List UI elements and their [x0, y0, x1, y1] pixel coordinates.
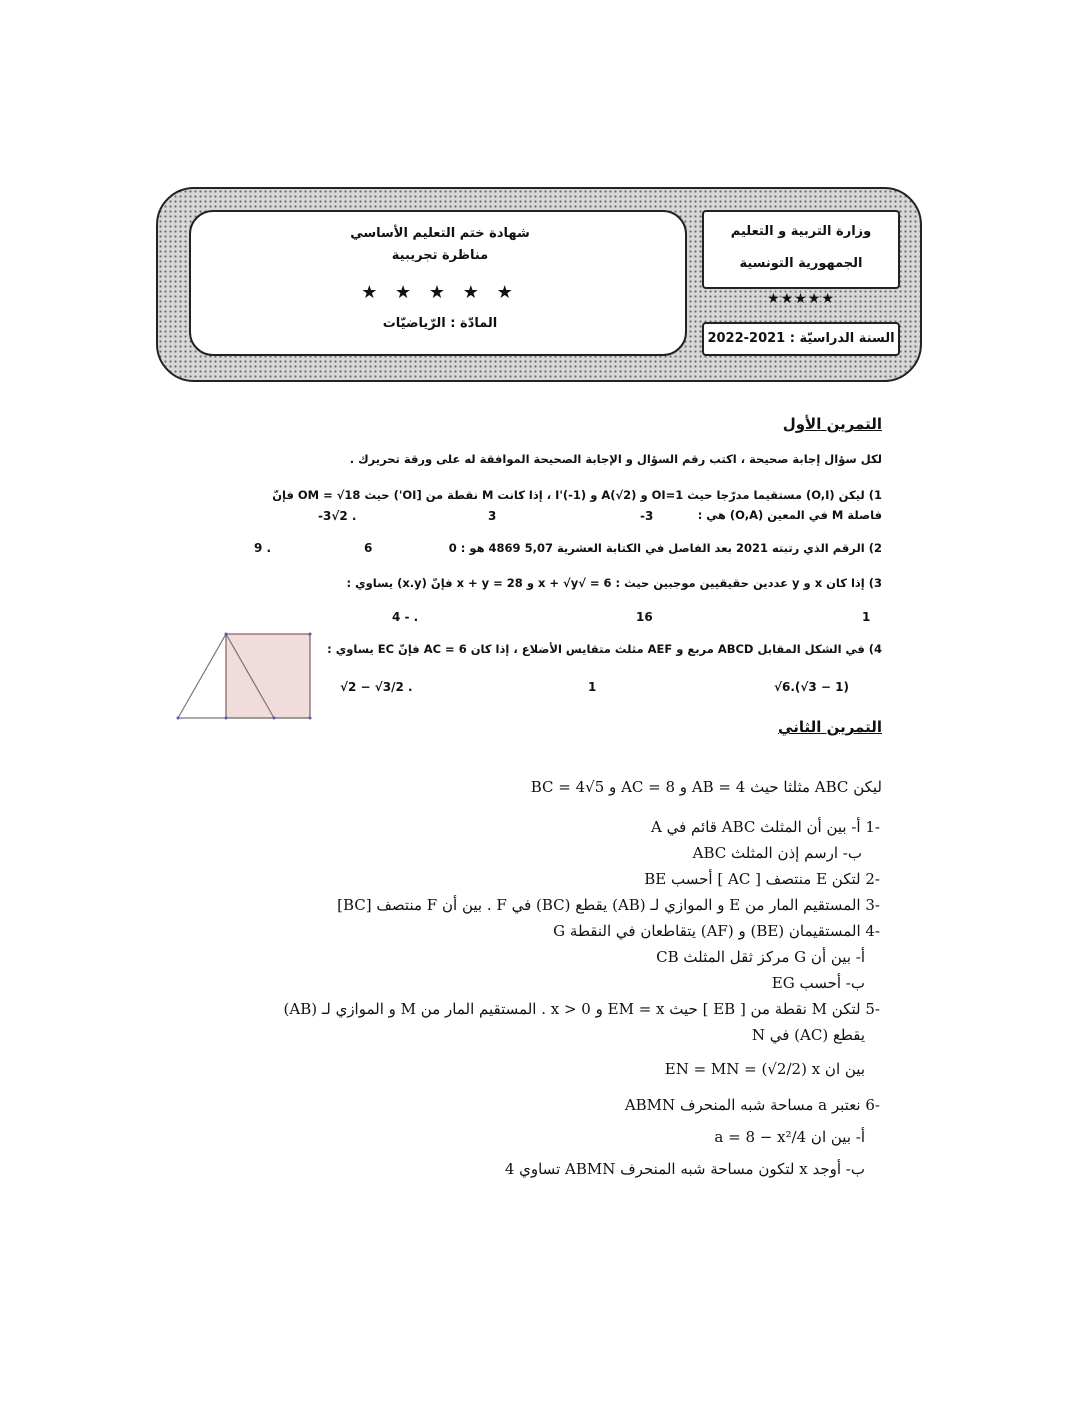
school-year: السنة الدراسيّة : 2021-2022 — [707, 331, 895, 346]
school-year-box — [702, 322, 900, 356]
q2-option-1: 6 — [364, 541, 373, 555]
exam-title: شهادة ختم التعليم الأساسي — [350, 226, 530, 241]
ex2-line-12: أ- بين ان a = 8 − x²/4 — [714, 1128, 865, 1146]
q3-option-1: 1 — [862, 610, 871, 624]
q2-text: 2) الرقم الذي رتبته 2021 بعد الفاصل في الكتابة العشرية 5,07 4869 هو : 0 — [448, 541, 882, 555]
ex2-line-7: ب- أحسب EG — [771, 974, 865, 992]
q1-line2: فاصلة M في المعين (O,A) هي : — [697, 508, 882, 522]
point-e — [177, 717, 180, 720]
point-f — [273, 717, 276, 720]
ex2-line-9: يقطع (AC) في N — [751, 1026, 865, 1044]
point-b — [309, 633, 312, 636]
square-abcd — [226, 634, 310, 718]
q1-option-3: -3√2 . — [318, 509, 357, 523]
exercise2-intro: ليكن ABC مثلثا حيث AB = 4 و AC = 8 و BC = 4√5 — [530, 778, 882, 796]
ex2-line-4: -3 المستقيم المار من E و الموازي لـ (AB) يقطع (BC) في F . بين أن F منتصف [BC] — [337, 896, 880, 914]
stars-decoration: ★ ★ ★ ★ ★ — [361, 282, 519, 303]
square-triangle-figure — [170, 626, 320, 724]
ex2-line-6: أ- بين أن G مركز ثقل المثلث CB — [656, 948, 865, 966]
q1-line1: 1) ليكن (O,I) مستقيما مدرّجا حيث OI=1 و A(√2) و I'(-1) ، إذا كانت M نقطة من [OI') حيث OM = √18 فإنّ — [272, 488, 882, 502]
ex2-line-1: -1 أ- بين أن المثلث ABC قائم في A — [651, 818, 880, 836]
q2-option-2: 9 . — [254, 541, 272, 555]
exam-type: مناظرة تجريبية — [391, 248, 489, 263]
q4-option-2: 1 — [588, 680, 597, 694]
ex2-line-10: بين ان EN = MN = (√2/2) x — [664, 1060, 865, 1078]
point-c — [309, 717, 312, 720]
triangle-side-left — [178, 634, 226, 718]
ex2-line-2: ب- ارسم إذن المثلث ABC — [692, 844, 862, 862]
subject-label: المادّة : الرّياضيّات — [382, 316, 498, 331]
ex2-line-3: -2 لتكن E منتصف [ AC ] أحسب BE — [644, 870, 880, 888]
q3-text: 3) إذا كان x و y عددين حقيقيين موجبين حيث : 6 = √x + √y و x + y = 28 فإنّ (x.y) يساوي : — [346, 576, 882, 590]
ministry-name: وزارة التربية و التعليم — [730, 224, 872, 239]
q4-option-3: √2 − √3/2 . — [340, 680, 413, 694]
ex2-line-11: -6 نعتبر a مساحة شبه المنحرف ABMN — [624, 1096, 880, 1114]
exam-title-box — [189, 210, 687, 356]
q4-option-1: √6.(√3 − 1) — [774, 680, 849, 694]
q3-option-3: 4 - . — [392, 610, 419, 624]
small-stars: ★★★★★ — [767, 291, 835, 307]
q1-option-1: -3 — [640, 509, 654, 523]
ex2-line-5: -4 المستقيمان (BE) و (AF) يتقاطعان في النقطة G — [553, 922, 880, 940]
q4-text: 4) في الشكل المقابل ABCD مربع و AEF مثلث متقايس الأضلاع ، إذا كان AC = 6 فإنّ EC يساوي : — [327, 642, 882, 656]
exercise2-title: التمرين الثاني — [778, 718, 882, 736]
ex2-line-13: ب- أوجد x لتكون مساحة شبه المنحرف ABMN تساوي 4 — [504, 1160, 865, 1178]
q1-option-2: 3 — [488, 509, 497, 523]
ex2-line-8: -5 لتكن M نقطة من [ EB ] حيث EM = x و x > 0 . المستقيم المار من M و الموازي لـ (AB) — [283, 1000, 880, 1018]
point-a — [225, 633, 228, 636]
point-d — [225, 717, 228, 720]
exercise1-instruction: لكل سؤال إجابة صحيحة ، اكتب رقم السؤال و الإجابة الصحيحة الموافقة له على ورقة تحريرك . — [349, 452, 882, 466]
republic-name: الجمهورية التونسية — [739, 256, 863, 271]
q3-option-2: 16 — [636, 610, 653, 624]
exercise1-title: التمرين الأول — [782, 415, 882, 433]
ministry-box — [702, 210, 900, 289]
